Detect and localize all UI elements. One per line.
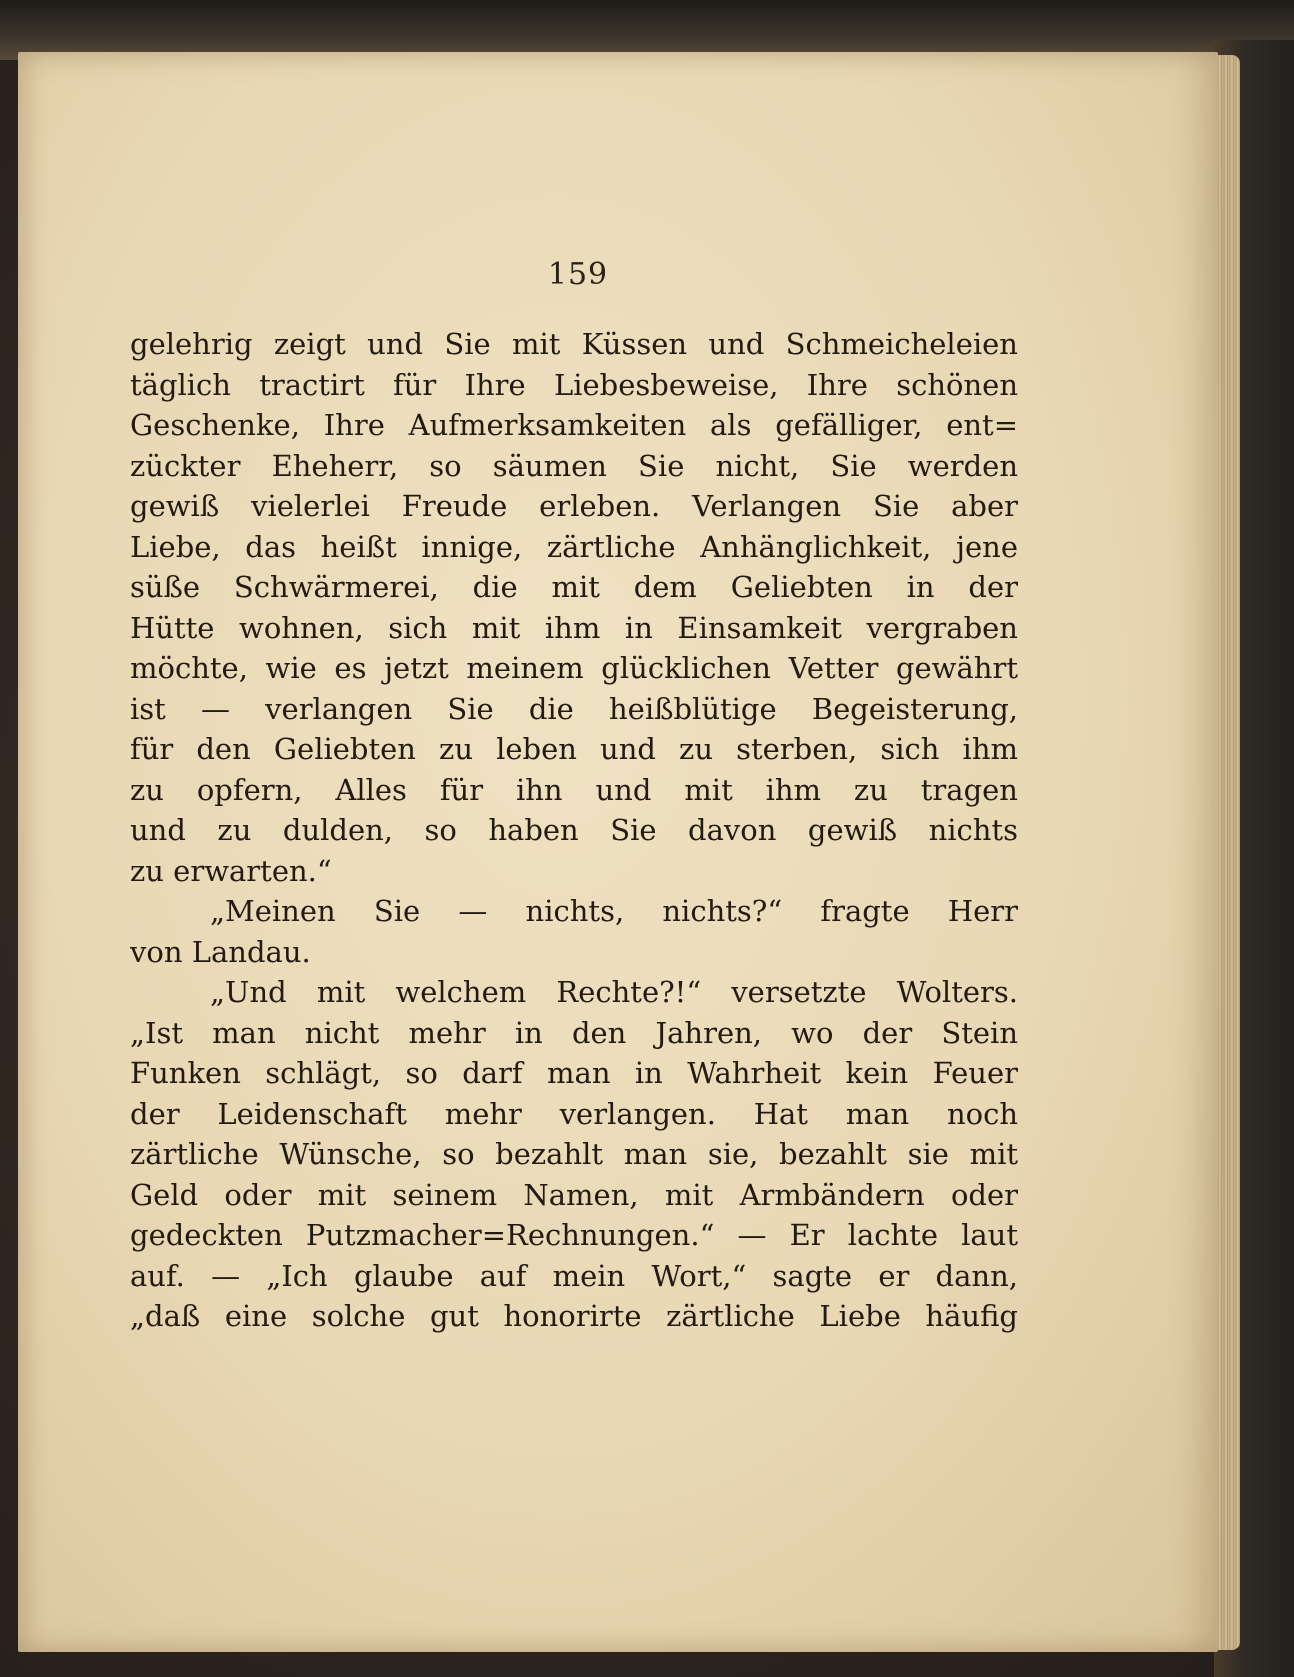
page-text [130,324,1018,1337]
book-cover-top-edge [0,0,1294,60]
text-line: für den Geliebten zu leben und zu sterben, sich ihm [130,732,1018,766]
text-line: möchte, wie es jetzt meinem glücklichen Vetter gewährt [130,651,1018,685]
text-line: zu erwarten.“ [130,853,332,888]
text-line: täglich tractirt für Ihre Liebesbeweise, Ihre schönen [130,367,1018,402]
text-line: der Leidenschaft mehr verlangen. Hat man noch [130,1096,1018,1131]
text-line: „Ist man nicht mehr in den Jahren, wo der Stein [130,1015,1018,1050]
text-line: von Landau. [130,934,311,969]
text-line: „Meinen Sie — nichts, nichts?“ fragte Herr [210,894,1018,928]
text-line: und zu dulden, so haben Sie davon gewiß nichts [130,813,1018,847]
text-line: Liebe, das heißt innige, zärtliche Anhänglichkeit, jene [130,529,1018,564]
book-page [18,52,1218,1652]
text-line: gedeckten Putzmacher=Rechnungen.“ — Er lachte laut [130,1218,1018,1252]
text-line: auf. — „Ich glaube auf mein Wort,“ sagte er dann, [130,1258,1018,1293]
text-line: Geld oder mit seinem Namen, mit Armbändern oder [130,1177,1018,1212]
text-line: Geschenke, Ihre Aufmerksamkeiten als gefälliger, ent= [130,408,1018,442]
text-line: zärtliche Wünsche, so bezahlt man sie, bezahlt sie mit [130,1137,1018,1171]
text-line: zückter Eheherr, so säumen Sie nicht, Sie werden [130,448,1018,483]
text-line: zu opfern, Alles für ihn und mit ihm zu tragen [130,772,1018,807]
text-line: süße Schwärmerei, die mit dem Geliebten in der [130,570,1018,604]
text-line: „Und mit welchem Rechte?!“ versetzte Wolters. [210,975,1018,1009]
text-line: „daß eine solche gut honorirte zärtliche Liebe häufig [130,1299,1018,1333]
text-line: Hütte wohnen, sich mit ihm in Einsamkeit vergraben [130,610,1018,645]
text-line: Funken schlägt, so darf man in Wahrheit kein Feuer [130,1056,1018,1090]
text-line: gelehrig zeigt und Sie mit Küssen und Schmeicheleien [130,327,1018,361]
text-line: ist — verlangen Sie die heißblütige Begeisterung, [130,691,1018,726]
text-line: gewiß vielerlei Freude erleben. Verlangen Sie aber [130,489,1018,523]
page-number: 159 [547,257,609,292]
